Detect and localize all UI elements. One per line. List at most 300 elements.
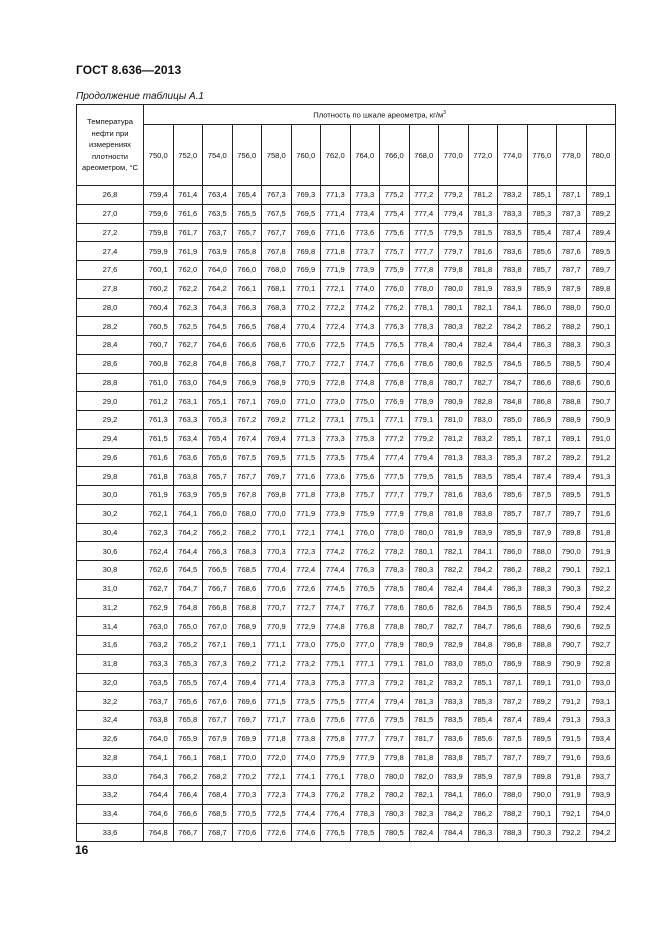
temperature-cell: 27,2 [77, 223, 144, 242]
density-value-cell: 780,4 [439, 336, 469, 355]
density-value-cell: 763,1 [173, 392, 203, 411]
density-value-cell: 781,5 [468, 223, 498, 242]
density-value-cell: 767,2 [232, 411, 262, 430]
document-title: ГОСТ 8.636—2013 [76, 63, 182, 77]
density-value-cell: 777,5 [409, 223, 439, 242]
density-value-cell: 776,8 [350, 617, 380, 636]
temperature-cell: 31,2 [77, 598, 144, 617]
density-value-cell: 788,0 [498, 786, 528, 805]
density-value-cell: 784,7 [498, 373, 528, 392]
density-value-cell: 773,6 [350, 223, 380, 242]
density-value-cell: 764,2 [173, 523, 203, 542]
density-value-cell: 779,2 [409, 429, 439, 448]
table-row [77, 186, 616, 205]
density-value-cell: 768,9 [232, 617, 262, 636]
density-value-cell: 786,8 [527, 392, 557, 411]
density-value-cell: 770,0 [262, 504, 292, 523]
density-value-cell: 772,6 [291, 579, 321, 598]
density-value-cell: 787,2 [498, 692, 528, 711]
density-value-cell: 772,2 [321, 298, 351, 317]
density-value-cell: 786,2 [498, 561, 528, 580]
density-value-cell: 782,8 [468, 392, 498, 411]
density-value-cell: 776,5 [350, 579, 380, 598]
density-value-cell: 769,7 [262, 467, 292, 486]
density-value-cell: 791,0 [586, 429, 616, 448]
density-value-cell: 777,5 [380, 467, 410, 486]
density-value-cell: 787,4 [498, 711, 528, 730]
density-value-cell: 782,7 [439, 617, 469, 636]
density-value-cell: 771,6 [291, 467, 321, 486]
density-value-cell: 776,7 [350, 598, 380, 617]
density-column-header: 758,0 [262, 125, 292, 186]
density-value-cell: 778,5 [380, 579, 410, 598]
density-value-cell: 761,6 [144, 448, 174, 467]
density-value-cell: 791,3 [557, 711, 587, 730]
density-value-cell: 782,9 [439, 636, 469, 655]
density-value-cell: 788,5 [527, 598, 557, 617]
density-value-cell: 784,2 [468, 561, 498, 580]
density-value-cell: 766,5 [232, 317, 262, 336]
density-value-cell: 786,6 [527, 373, 557, 392]
density-value-cell: 768,6 [262, 336, 292, 355]
temperature-cell: 33,0 [77, 767, 144, 786]
density-value-cell: 780,5 [380, 823, 410, 842]
density-value-cell: 787,3 [557, 204, 587, 223]
density-value-cell: 777,7 [350, 729, 380, 748]
density-value-cell: 786,9 [498, 654, 528, 673]
density-value-cell: 783,8 [468, 504, 498, 523]
table-row [77, 411, 616, 430]
density-value-cell: 785,1 [498, 429, 528, 448]
density-value-cell: 760,2 [144, 279, 174, 298]
density-value-cell: 773,9 [350, 261, 380, 280]
density-value-cell: 771,2 [291, 411, 321, 430]
density-value-cell: 779,7 [409, 486, 439, 505]
density-value-cell: 770,0 [232, 748, 262, 767]
density-value-cell: 762,5 [173, 317, 203, 336]
density-value-cell: 775,4 [350, 448, 380, 467]
density-value-cell: 775,1 [321, 654, 351, 673]
density-value-cell: 765,9 [173, 729, 203, 748]
density-value-cell: 790,4 [586, 354, 616, 373]
density-value-cell: 789,7 [586, 261, 616, 280]
density-value-cell: 786,5 [527, 354, 557, 373]
density-value-cell: 759,8 [144, 223, 174, 242]
density-value-cell: 780,6 [409, 598, 439, 617]
density-value-cell: 783,9 [439, 767, 469, 786]
density-value-cell: 784,2 [439, 804, 469, 823]
density-value-cell: 765,8 [173, 711, 203, 730]
density-value-cell: 777,0 [350, 636, 380, 655]
density-value-cell: 772,1 [321, 279, 351, 298]
density-value-cell: 783,8 [498, 261, 528, 280]
density-value-cell: 779,7 [380, 729, 410, 748]
density-value-cell: 778,1 [409, 298, 439, 317]
density-value-cell: 772,7 [291, 598, 321, 617]
density-value-cell: 779,2 [380, 673, 410, 692]
density-value-cell: 781,0 [439, 411, 469, 430]
density-value-cell: 770,9 [262, 617, 292, 636]
density-value-cell: 793,9 [586, 786, 616, 805]
temperature-cell: 33,2 [77, 786, 144, 805]
density-value-cell: 783,3 [439, 692, 469, 711]
temperature-cell: 32,8 [77, 748, 144, 767]
density-scale-header-text: Плотность по шкале ареометра, кг/м [313, 110, 444, 120]
density-value-cell: 777,7 [409, 242, 439, 261]
density-value-cell: 783,6 [498, 242, 528, 261]
density-value-cell: 785,6 [468, 729, 498, 748]
density-value-cell: 770,2 [232, 767, 262, 786]
density-value-cell: 778,0 [409, 279, 439, 298]
temperature-column-header: Температура нефти при измерениях плотности ареометром, °С [77, 105, 144, 186]
density-value-cell: 784,8 [468, 636, 498, 655]
temperature-cell: 31,6 [77, 636, 144, 655]
density-value-cell: 765,7 [203, 467, 233, 486]
density-value-cell: 775,6 [350, 467, 380, 486]
density-value-cell: 777,1 [380, 411, 410, 430]
density-value-cell: 778,8 [409, 373, 439, 392]
density-value-cell: 766,1 [173, 748, 203, 767]
density-value-cell: 767,3 [203, 654, 233, 673]
density-value-cell: 783,6 [468, 486, 498, 505]
density-value-cell: 764,3 [203, 298, 233, 317]
density-value-cell: 762,3 [144, 523, 174, 542]
density-value-cell: 780,3 [380, 804, 410, 823]
density-value-cell: 766,3 [203, 542, 233, 561]
density-value-cell: 761,2 [144, 392, 174, 411]
density-value-cell: 787,4 [557, 223, 587, 242]
density-value-cell: 789,5 [527, 729, 557, 748]
density-value-cell: 766,8 [203, 598, 233, 617]
density-value-cell: 787,7 [527, 504, 557, 523]
density-value-cell: 788,3 [498, 823, 528, 842]
density-value-cell: 777,8 [409, 261, 439, 280]
density-value-cell: 781,8 [409, 748, 439, 767]
temperature-cell: 28,6 [77, 354, 144, 373]
temperature-cell: 32,6 [77, 729, 144, 748]
temperature-cell: 27,0 [77, 204, 144, 223]
density-value-cell: 763,6 [173, 448, 203, 467]
density-value-cell: 760,4 [144, 298, 174, 317]
table-row [77, 542, 616, 561]
temperature-cell: 32,0 [77, 673, 144, 692]
density-value-cell: 792,1 [586, 561, 616, 580]
density-value-cell: 773,5 [321, 448, 351, 467]
density-value-cell: 779,2 [439, 186, 469, 205]
density-value-cell: 765,5 [173, 673, 203, 692]
density-value-cell: 770,5 [232, 804, 262, 823]
table-row [77, 448, 616, 467]
table-row [77, 636, 616, 655]
density-value-cell: 775,7 [380, 242, 410, 261]
table-row [77, 523, 616, 542]
density-value-cell: 765,4 [203, 429, 233, 448]
density-value-cell: 787,6 [557, 242, 587, 261]
density-value-cell: 787,9 [557, 279, 587, 298]
density-value-cell: 781,9 [439, 523, 469, 542]
density-value-cell: 784,1 [468, 542, 498, 561]
density-value-cell: 780,6 [439, 354, 469, 373]
density-value-cell: 789,7 [557, 504, 587, 523]
density-value-cell: 791,8 [557, 767, 587, 786]
density-value-cell: 769,6 [232, 692, 262, 711]
density-value-cell: 788,0 [557, 298, 587, 317]
density-value-cell: 773,3 [291, 673, 321, 692]
density-value-cell: 781,5 [439, 467, 469, 486]
density-value-cell: 761,6 [173, 204, 203, 223]
density-value-cell: 793,0 [586, 673, 616, 692]
density-value-cell: 789,8 [527, 767, 557, 786]
table-body [77, 186, 616, 842]
density-value-cell: 785,9 [468, 767, 498, 786]
table-row [77, 673, 616, 692]
temperature-cell: 33,6 [77, 823, 144, 842]
density-value-cell: 771,8 [262, 729, 292, 748]
density-value-cell: 791,5 [586, 486, 616, 505]
density-value-cell: 766,2 [203, 523, 233, 542]
temperature-cell: 29,2 [77, 411, 144, 430]
density-value-cell: 781,7 [409, 729, 439, 748]
density-value-cell: 790,4 [557, 598, 587, 617]
density-value-cell: 767,5 [262, 204, 292, 223]
density-value-cell: 768,0 [232, 504, 262, 523]
density-value-cell: 785,1 [468, 673, 498, 692]
density-value-cell: 765,5 [232, 204, 262, 223]
density-value-cell: 762,4 [144, 542, 174, 561]
density-value-cell: 784,4 [468, 579, 498, 598]
density-value-cell: 786,3 [527, 336, 557, 355]
density-value-cell: 785,7 [527, 261, 557, 280]
table-row [77, 373, 616, 392]
density-value-cell: 779,7 [439, 242, 469, 261]
density-value-cell: 789,5 [586, 242, 616, 261]
density-value-cell: 775,9 [321, 748, 351, 767]
density-value-cell: 763,9 [203, 242, 233, 261]
density-value-cell: 779,5 [409, 467, 439, 486]
density-value-cell: 785,4 [498, 467, 528, 486]
density-value-cell: 784,2 [498, 317, 528, 336]
density-value-cell: 778,5 [350, 823, 380, 842]
density-value-cell: 763,0 [173, 373, 203, 392]
density-value-cell: 771,5 [291, 448, 321, 467]
density-value-cell: 776,0 [350, 523, 380, 542]
density-value-cell: 780,7 [439, 373, 469, 392]
density-table [76, 104, 616, 842]
density-value-cell: 775,0 [321, 636, 351, 655]
density-value-cell: 789,7 [527, 748, 557, 767]
density-value-cell: 785,3 [527, 204, 557, 223]
density-value-cell: 773,3 [350, 186, 380, 205]
density-value-cell: 775,8 [321, 729, 351, 748]
density-value-cell: 768,2 [232, 523, 262, 542]
table-row [77, 767, 616, 786]
density-value-cell: 763,7 [144, 692, 174, 711]
density-value-cell: 776,2 [350, 542, 380, 561]
density-value-cell: 789,4 [557, 467, 587, 486]
density-value-cell: 782,1 [409, 786, 439, 805]
density-column-header: 768,0 [409, 125, 439, 186]
density-value-cell: 759,9 [144, 242, 174, 261]
density-value-cell: 790,7 [586, 392, 616, 411]
density-value-cell: 774,3 [350, 317, 380, 336]
density-value-cell: 785,3 [468, 692, 498, 711]
density-value-cell: 759,6 [144, 204, 174, 223]
density-value-cell: 770,4 [262, 561, 292, 580]
density-value-cell: 781,3 [439, 448, 469, 467]
table-row [77, 786, 616, 805]
density-value-cell: 763,2 [144, 636, 174, 655]
density-value-cell: 766,6 [232, 336, 262, 355]
density-value-cell: 791,3 [586, 467, 616, 486]
density-value-cell: 787,7 [557, 261, 587, 280]
density-value-cell: 761,7 [173, 223, 203, 242]
density-value-cell: 761,3 [144, 411, 174, 430]
density-value-cell: 783,9 [468, 523, 498, 542]
density-value-cell: 777,1 [350, 654, 380, 673]
density-value-cell: 785,4 [527, 223, 557, 242]
density-value-cell: 772,5 [321, 336, 351, 355]
table-row [77, 654, 616, 673]
density-value-cell: 773,5 [291, 692, 321, 711]
density-value-cell: 782,2 [468, 317, 498, 336]
density-value-cell: 786,8 [498, 636, 528, 655]
density-value-cell: 763,3 [144, 654, 174, 673]
density-value-cell: 761,4 [173, 186, 203, 205]
density-value-cell: 780,0 [409, 523, 439, 542]
density-value-cell: 764,7 [173, 579, 203, 598]
temperature-cell: 30,2 [77, 504, 144, 523]
density-value-cell: 790,3 [557, 579, 587, 598]
density-value-cell: 790,9 [586, 411, 616, 430]
density-value-cell: 765,0 [173, 617, 203, 636]
density-value-cell: 763,0 [144, 617, 174, 636]
density-value-cell: 766,8 [232, 354, 262, 373]
temperature-cell: 33,4 [77, 804, 144, 823]
density-value-cell: 779,8 [409, 504, 439, 523]
density-value-cell: 769,5 [262, 448, 292, 467]
density-value-cell: 785,3 [498, 448, 528, 467]
density-value-cell: 784,5 [468, 598, 498, 617]
density-value-cell: 770,3 [262, 542, 292, 561]
density-value-cell: 771,7 [262, 711, 292, 730]
density-value-cell: 783,8 [439, 748, 469, 767]
density-value-cell: 786,9 [527, 411, 557, 430]
density-value-cell: 780,4 [409, 579, 439, 598]
density-column-header: 778,0 [557, 125, 587, 186]
density-value-cell: 773,7 [350, 242, 380, 261]
density-value-cell: 781,6 [439, 486, 469, 505]
density-column-header: 776,0 [527, 125, 557, 186]
density-value-cell: 768,4 [203, 786, 233, 805]
density-value-cell: 766,0 [203, 504, 233, 523]
density-value-cell: 775,4 [380, 204, 410, 223]
density-value-cell: 761,9 [173, 242, 203, 261]
density-value-cell: 791,2 [586, 448, 616, 467]
density-value-cell: 767,4 [203, 673, 233, 692]
density-value-cell: 781,8 [439, 504, 469, 523]
density-value-cell: 774,6 [291, 823, 321, 842]
density-value-cell: 771,3 [321, 186, 351, 205]
density-value-cell: 790,9 [557, 654, 587, 673]
density-value-cell: 775,6 [380, 223, 410, 242]
density-value-cell: 770,7 [262, 598, 292, 617]
density-value-cell: 768,5 [203, 804, 233, 823]
density-value-cell: 764,8 [203, 354, 233, 373]
density-value-cell: 789,2 [557, 448, 587, 467]
temperature-cell: 29,4 [77, 429, 144, 448]
density-value-cell: 762,7 [144, 579, 174, 598]
density-value-cell: 775,2 [380, 186, 410, 205]
density-value-cell: 787,4 [527, 467, 557, 486]
density-value-cell: 779,4 [409, 448, 439, 467]
density-value-cell: 785,0 [468, 654, 498, 673]
density-value-cell: 774,2 [321, 542, 351, 561]
density-value-cell: 789,1 [586, 186, 616, 205]
density-value-cell: 774,0 [291, 748, 321, 767]
density-value-cell: 769,8 [291, 242, 321, 261]
table-row [77, 692, 616, 711]
temperature-cell: 30,6 [77, 542, 144, 561]
density-value-cell: 791,6 [586, 504, 616, 523]
density-value-cell: 792,7 [586, 636, 616, 655]
density-value-cell: 794,0 [586, 804, 616, 823]
density-value-cell: 777,7 [380, 486, 410, 505]
density-value-cell: 770,1 [262, 523, 292, 542]
table-row [77, 579, 616, 598]
density-value-cell: 779,8 [380, 748, 410, 767]
density-value-cell: 775,5 [321, 692, 351, 711]
density-value-cell: 760,5 [144, 317, 174, 336]
density-value-cell: 765,7 [232, 223, 262, 242]
density-value-cell: 772,4 [321, 317, 351, 336]
density-column-header: 756,0 [232, 125, 262, 186]
density-column-header: 780,0 [586, 125, 616, 186]
density-value-cell: 786,3 [498, 579, 528, 598]
density-value-cell: 762,2 [173, 279, 203, 298]
density-value-cell: 788,9 [527, 654, 557, 673]
density-value-cell: 764,1 [173, 504, 203, 523]
density-value-cell: 762,8 [173, 354, 203, 373]
density-value-cell: 764,3 [144, 767, 174, 786]
density-column-header: 762,0 [321, 125, 351, 186]
density-value-cell: 779,5 [380, 711, 410, 730]
density-value-cell: 767,7 [203, 711, 233, 730]
density-value-cell: 784,7 [468, 617, 498, 636]
density-value-cell: 765,6 [173, 692, 203, 711]
density-value-cell: 771,9 [321, 261, 351, 280]
density-value-cell: 778,9 [380, 636, 410, 655]
density-value-cell: 784,1 [439, 786, 469, 805]
density-value-cell: 781,5 [409, 711, 439, 730]
density-value-cell: 785,4 [468, 711, 498, 730]
density-value-cell: 791,5 [557, 729, 587, 748]
density-value-cell: 790,3 [527, 823, 557, 842]
density-value-cell: 762,7 [173, 336, 203, 355]
density-value-cell: 759,4 [144, 186, 174, 205]
density-value-cell: 766,4 [173, 786, 203, 805]
temperature-cell: 28,4 [77, 336, 144, 355]
density-value-cell: 783,5 [498, 223, 528, 242]
density-value-cell: 771,9 [291, 504, 321, 523]
density-value-cell: 787,1 [527, 429, 557, 448]
density-value-cell: 769,7 [232, 711, 262, 730]
density-value-cell: 771,8 [291, 486, 321, 505]
density-value-cell: 778,8 [380, 617, 410, 636]
density-value-cell: 774,8 [321, 617, 351, 636]
density-value-cell: 794,2 [586, 823, 616, 842]
density-value-cell: 773,6 [321, 467, 351, 486]
density-value-cell: 792,5 [586, 617, 616, 636]
